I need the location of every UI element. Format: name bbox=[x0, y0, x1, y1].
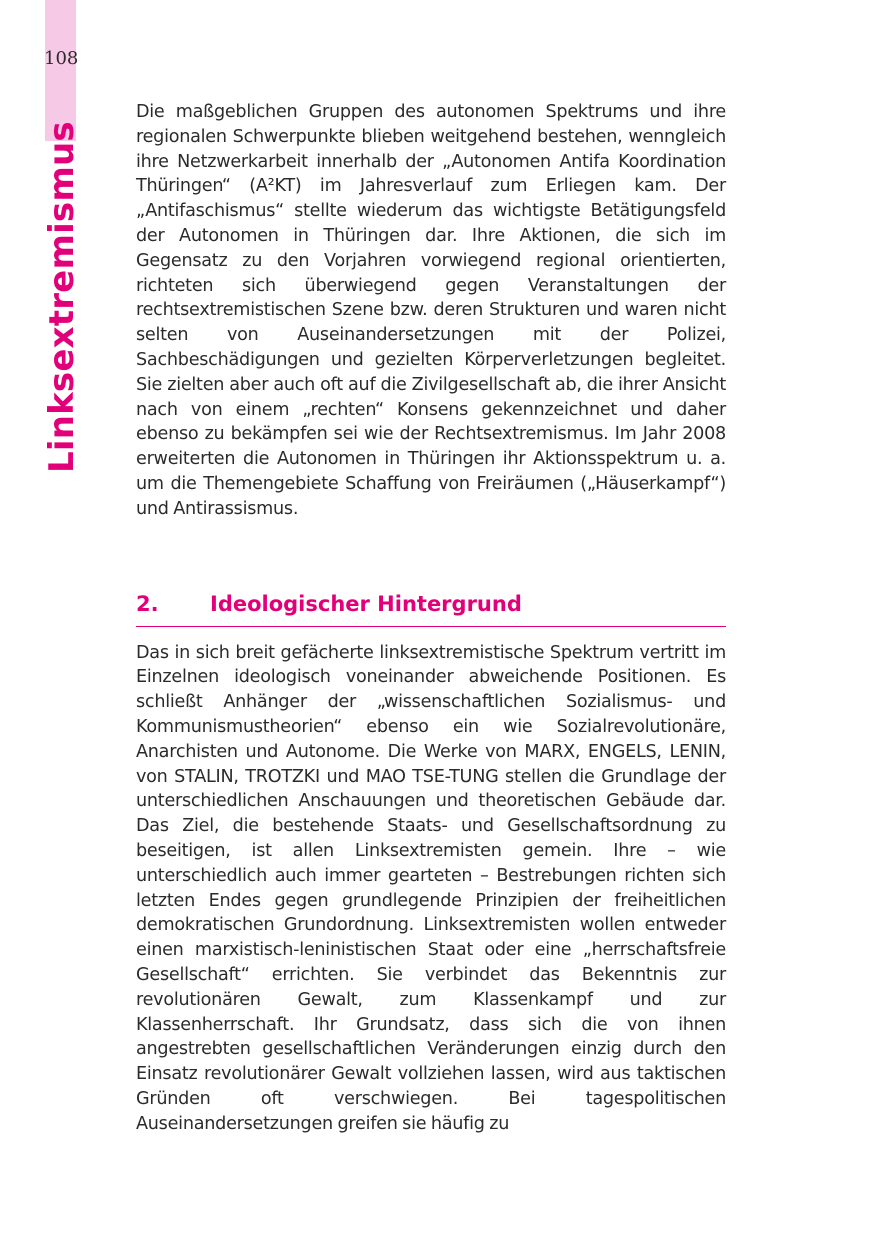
page-number: 108 bbox=[44, 48, 79, 69]
section-number: 2. bbox=[136, 591, 159, 616]
section-title: Ideologischer Hintergrund bbox=[210, 591, 522, 616]
section-heading bbox=[136, 591, 726, 627]
body-paragraph: Die maßgeblichen Gruppen des autonomen Spektrums und ihre regionalen Schwerpunkte blieben weitgehend bestehen, wenngleich ihre Netzwerkarbeit innerhalb der „Autonomen Antifa Koordination Thüringen“ (A²KT) im Jahresverlauf zum Erliegen kam. Der „Antifaschismus“ stellte wiederum das wichtigste Betätigungsfeld der Autonomen in Thüringen dar. Ihre Aktionen, die sich im Gegensatz zu den Vorjahren vorwiegend regional orientierten, richteten sich überwiegend gegen Veranstaltungen der rechtsextremistischen Szene bzw. deren Strukturen und waren nicht selten von Auseinandersetzungen mit der Polizei, Sachbeschädigungen und gezielten Körperverletzungen begleitet. Sie zielten aber auch oft auf die Zivilgesellschaft ab, die ihrer Ansicht nach von einem „rechten“ Konsens gekennzeichnet und daher ebenso zu bekämpfen sei wie der Rechtsextremismus. Im Jahr 2008 erweiterten die Autonomen in Thüringen ihr Aktionsspektrum u. a. um die Themengebiete Schaffung von Freiräumen („Häuserkampf“) und Antirassismus. bbox=[136, 102, 726, 519]
main-content bbox=[136, 100, 726, 1136]
body-paragraph: Das in sich breit gefächerte linksextremistische Spektrum vertritt im Einzelnen ideologisch voneinander abweichende Positionen. Es schließt Anhänger der „wissenschaftlichen Sozialismus- und Kommunismustheorien“ ebenso ein wie Sozialrevolutionäre, Anarchisten und Autonome. Die Werke von MARX, ENGELS, LENIN, von STALIN, TROTZKI und MAO TSE-TUNG stellen die Grundlage der unterschiedlichen Anschauungen und theoretischen Gebäude dar. Das Ziel, die bestehende Staats- und Gesellschaftsordnung zu beseitigen, ist allen Linksextremisten gemein. Ihre – wie unterschiedlich auch immer gearteten – Bestrebungen richten sich letzten Endes gegen grundlegende Prinzipien der freiheitlichen demokratischen Grundordnung. Linksextremisten wollen entweder einen marxistisch-leninistischen Staat oder eine „herrschaftsfreie Gesellschaft“ errichten. Sie verbindet das Bekenntnis zur revolutionären Gewalt, zum Klassenkampf und zur Klassenherrschaft. Ihr Grundsatz, dass sich die von ihnen angestrebten gesellschaftlichen Veränderungen einzig durch den Einsatz revolutionärer Gewalt vollziehen lassen, wird aus taktischen Gründen oft verschwiegen. Bei tagespolitischen Auseinandersetzungen greifen sie häufig zu bbox=[136, 642, 726, 1134]
chapter-label: Linksextremismus bbox=[42, 121, 82, 473]
chapter-tab bbox=[44, 0, 79, 141]
